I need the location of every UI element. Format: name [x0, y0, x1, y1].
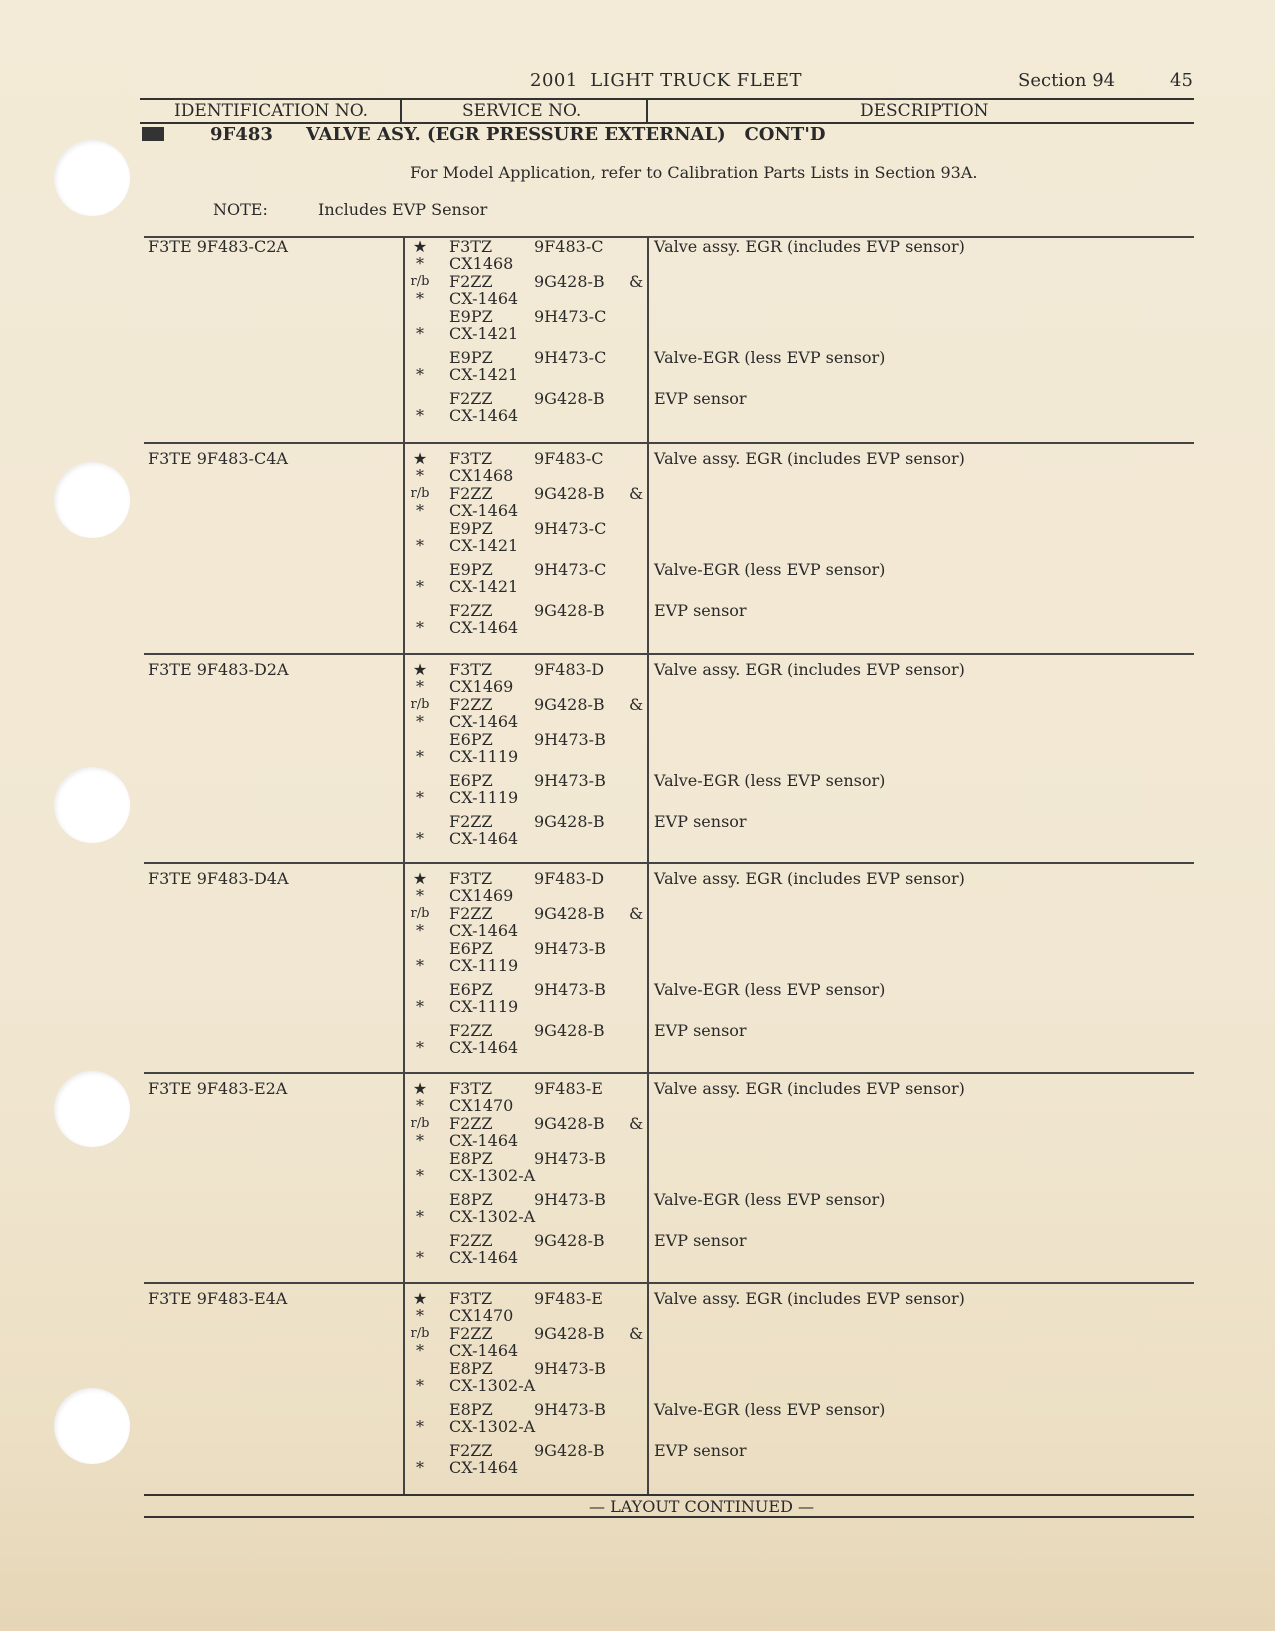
ampersand: &: [629, 695, 644, 714]
description: EVP sensor: [654, 1021, 747, 1040]
marker: *: [416, 829, 424, 848]
ampersand: &: [629, 1114, 644, 1133]
marker: *: [416, 1458, 424, 1477]
service-prefix: CX-1464: [449, 1038, 519, 1057]
description: Valve-EGR (less EVP sensor): [654, 980, 886, 999]
description: Valve-EGR (less EVP sensor): [654, 560, 886, 579]
service-prefix: E6PZ: [449, 730, 493, 749]
note-text: Includes EVP Sensor: [318, 200, 488, 219]
service-prefix: E8PZ: [449, 1359, 493, 1378]
marker: *: [416, 677, 424, 696]
service-prefix: E9PZ: [449, 348, 493, 367]
service-prefix: E9PZ: [449, 560, 493, 579]
marker: *: [416, 747, 424, 766]
service-part: 9H473-B: [534, 1359, 606, 1378]
marker: *: [416, 921, 424, 940]
note-label: NOTE:: [213, 200, 268, 219]
description: Valve assy. EGR (includes EVP sensor): [654, 237, 965, 256]
section-name: VALVE ASY. (EGR PRESSURE EXTERNAL) CONT'D: [306, 124, 826, 145]
marker: ★: [412, 1079, 428, 1098]
service-prefix: CX-1302-A: [449, 1207, 536, 1226]
marker: r/b: [410, 906, 430, 921]
service-prefix: CX-1464: [449, 1131, 519, 1150]
service-prefix: F3TZ: [449, 660, 493, 679]
description: Valve-EGR (less EVP sensor): [654, 348, 886, 367]
service-prefix: CX1470: [449, 1306, 514, 1325]
service-prefix: CX1468: [449, 254, 514, 273]
marker: *: [416, 1096, 424, 1115]
column-service: SERVICE NO.: [462, 101, 582, 121]
service-prefix: E9PZ: [449, 307, 493, 326]
footer-text: — LAYOUT CONTINUED —: [589, 1497, 814, 1516]
service-part: 9G428-B: [534, 904, 605, 923]
service-prefix: F3TZ: [449, 449, 493, 468]
marker: r/b: [410, 697, 430, 712]
service-prefix: F2ZZ: [449, 389, 493, 408]
description: Valve-EGR (less EVP sensor): [654, 1190, 886, 1209]
description: EVP sensor: [654, 1441, 747, 1460]
service-prefix: F2ZZ: [449, 601, 493, 620]
service-part: 9F483-C: [534, 237, 604, 256]
service-prefix: F2ZZ: [449, 1021, 493, 1040]
table-rule: [144, 1072, 1194, 1074]
marker: *: [416, 1131, 424, 1150]
service-part: 9G428-B: [534, 1441, 605, 1460]
service-prefix: E6PZ: [449, 980, 493, 999]
service-part: 9H473-C: [534, 307, 607, 326]
description: Valve assy. EGR (includes EVP sensor): [654, 1289, 965, 1308]
service-part: 9G428-B: [534, 1324, 605, 1343]
service-prefix: CX-1464: [449, 501, 519, 520]
column-identification: IDENTIFICATION NO.: [174, 101, 369, 121]
table-column-divider: [647, 236, 649, 1494]
service-prefix: CX-1119: [449, 788, 519, 807]
section-label: Section 94: [1018, 70, 1116, 91]
description: EVP sensor: [654, 812, 747, 831]
marker: *: [416, 1417, 424, 1436]
service-part: 9H473-B: [534, 730, 606, 749]
marker: *: [416, 1248, 424, 1267]
service-part: 9H473-B: [534, 980, 606, 999]
service-prefix: CX-1302-A: [449, 1376, 536, 1395]
service-prefix: CX-1421: [449, 324, 519, 343]
column-divider: [400, 100, 402, 122]
service-prefix: CX-1119: [449, 747, 519, 766]
service-prefix: F2ZZ: [449, 1324, 493, 1343]
ampersand: &: [629, 904, 644, 923]
service-part: 9G428-B: [534, 272, 605, 291]
service-prefix: CX-1464: [449, 829, 519, 848]
service-part: 9G428-B: [534, 1231, 605, 1250]
marker: *: [416, 997, 424, 1016]
service-prefix: F2ZZ: [449, 1441, 493, 1460]
marker: ★: [412, 237, 428, 256]
service-prefix: F3TZ: [449, 237, 493, 256]
service-part: 9F483-E: [534, 1289, 603, 1308]
page-header: [140, 70, 1195, 96]
service-prefix: F3TZ: [449, 869, 493, 888]
service-prefix: CX1468: [449, 466, 514, 485]
service-part: 9H473-B: [534, 771, 606, 790]
table-rule: [144, 862, 1194, 864]
marker: *: [416, 788, 424, 807]
description: Valve-EGR (less EVP sensor): [654, 1400, 886, 1419]
service-part: 9H473-C: [534, 519, 607, 538]
service-prefix: F2ZZ: [449, 1231, 493, 1250]
marker: *: [416, 1207, 424, 1226]
service-part: 9H473-B: [534, 1400, 606, 1419]
table-rule: [144, 442, 1194, 444]
service-prefix: CX-1119: [449, 997, 519, 1016]
binder-hole: [54, 462, 130, 538]
marker: *: [416, 466, 424, 485]
service-prefix: F2ZZ: [449, 484, 493, 503]
identification-number: F3TE 9F483-E2A: [148, 1079, 288, 1098]
table-rule: [144, 653, 1194, 655]
service-part: 9H473-B: [534, 1190, 606, 1209]
identification-number: F3TE 9F483-C2A: [148, 237, 288, 256]
marker: *: [416, 956, 424, 975]
service-prefix: CX-1302-A: [449, 1417, 536, 1436]
service-prefix: CX-1464: [449, 1458, 519, 1477]
service-part: 9G428-B: [534, 484, 605, 503]
service-prefix: E6PZ: [449, 771, 493, 790]
service-prefix: CX-1464: [449, 1248, 519, 1267]
marker: *: [416, 577, 424, 596]
description: Valve assy. EGR (includes EVP sensor): [654, 660, 965, 679]
service-part: 9G428-B: [534, 812, 605, 831]
marker: *: [416, 886, 424, 905]
table-rule: [144, 1282, 1194, 1284]
binder-hole: [54, 140, 130, 216]
service-prefix: CX-1464: [449, 1341, 519, 1360]
service-prefix: F2ZZ: [449, 1114, 493, 1133]
service-prefix: CX-1464: [449, 289, 519, 308]
service-prefix: E8PZ: [449, 1400, 493, 1419]
service-part: 9H473-B: [534, 939, 606, 958]
ampersand: &: [629, 1324, 644, 1343]
marker: *: [416, 536, 424, 555]
marker: *: [416, 1341, 424, 1360]
service-prefix: CX-1464: [449, 618, 519, 637]
marker: ★: [412, 869, 428, 888]
description: Valve assy. EGR (includes EVP sensor): [654, 449, 965, 468]
column-description: DESCRIPTION: [860, 101, 989, 121]
service-part: 9G428-B: [534, 601, 605, 620]
description: Valve assy. EGR (includes EVP sensor): [654, 869, 965, 888]
marker: *: [416, 254, 424, 273]
marker: *: [416, 1166, 424, 1185]
service-prefix: CX1470: [449, 1096, 514, 1115]
service-part: 9G428-B: [534, 1021, 605, 1040]
service-prefix: F2ZZ: [449, 695, 493, 714]
service-prefix: E9PZ: [449, 519, 493, 538]
section-marker-icon: [142, 127, 164, 141]
marker: *: [416, 1038, 424, 1057]
marker: *: [416, 324, 424, 343]
marker: r/b: [410, 1116, 430, 1131]
footer-rule: [144, 1494, 1194, 1496]
reference-note: For Model Application, refer to Calibration Parts Lists in Section 93A.: [410, 163, 978, 182]
description: Valve assy. EGR (includes EVP sensor): [654, 1079, 965, 1098]
marker: *: [416, 289, 424, 308]
binder-hole: [54, 767, 130, 843]
marker: *: [416, 618, 424, 637]
service-prefix: CX-1421: [449, 536, 519, 555]
marker: r/b: [410, 486, 430, 501]
binder-hole: [54, 1071, 130, 1147]
service-prefix: CX1469: [449, 886, 514, 905]
ampersand: &: [629, 272, 644, 291]
section-number: 9F483: [210, 124, 273, 145]
table-column-divider: [403, 236, 405, 1494]
identification-number: F3TE 9F483-C4A: [148, 449, 288, 468]
marker: *: [416, 406, 424, 425]
marker: ★: [412, 1289, 428, 1308]
identification-number: F3TE 9F483-D4A: [148, 869, 289, 888]
service-prefix: E8PZ: [449, 1149, 493, 1168]
service-prefix: CX-1464: [449, 712, 519, 731]
service-prefix: E8PZ: [449, 1190, 493, 1209]
service-part: 9H473-C: [534, 560, 607, 579]
marker: *: [416, 365, 424, 384]
marker: *: [416, 501, 424, 520]
column-header-row: [140, 98, 1194, 124]
marker: *: [416, 1306, 424, 1325]
binder-hole: [54, 1388, 130, 1464]
service-prefix: F3TZ: [449, 1289, 493, 1308]
service-part: 9G428-B: [534, 1114, 605, 1133]
marker: *: [416, 1376, 424, 1395]
description: EVP sensor: [654, 389, 747, 408]
column-divider: [646, 100, 648, 122]
service-prefix: F2ZZ: [449, 272, 493, 291]
service-prefix: F2ZZ: [449, 812, 493, 831]
service-part: 9F483-C: [534, 449, 604, 468]
service-part: 9F483-D: [534, 869, 605, 888]
marker: ★: [412, 449, 428, 468]
service-part: 9G428-B: [534, 389, 605, 408]
page-title: 2001 LIGHT TRUCK FLEET: [530, 70, 803, 91]
description: Valve-EGR (less EVP sensor): [654, 771, 886, 790]
service-part: 9H473-C: [534, 348, 607, 367]
service-prefix: CX1469: [449, 677, 514, 696]
service-prefix: CX-1119: [449, 956, 519, 975]
service-prefix: CX-1302-A: [449, 1166, 536, 1185]
marker: ★: [412, 660, 428, 679]
identification-number: F3TE 9F483-D2A: [148, 660, 289, 679]
service-prefix: CX-1464: [449, 406, 519, 425]
marker: r/b: [410, 274, 430, 289]
identification-number: F3TE 9F483-E4A: [148, 1289, 288, 1308]
service-prefix: CX-1421: [449, 577, 519, 596]
service-prefix: E6PZ: [449, 939, 493, 958]
service-part: 9F483-D: [534, 660, 605, 679]
service-prefix: F2ZZ: [449, 904, 493, 923]
description: EVP sensor: [654, 1231, 747, 1250]
service-prefix: CX-1421: [449, 365, 519, 384]
marker: r/b: [410, 1326, 430, 1341]
service-part: 9G428-B: [534, 695, 605, 714]
marker: *: [416, 712, 424, 731]
ampersand: &: [629, 484, 644, 503]
service-prefix: F3TZ: [449, 1079, 493, 1098]
service-part: 9H473-B: [534, 1149, 606, 1168]
service-prefix: CX-1464: [449, 921, 519, 940]
page-number: 45: [1170, 70, 1193, 91]
description: EVP sensor: [654, 601, 747, 620]
footer-rule: [144, 1516, 1194, 1518]
service-part: 9F483-E: [534, 1079, 603, 1098]
